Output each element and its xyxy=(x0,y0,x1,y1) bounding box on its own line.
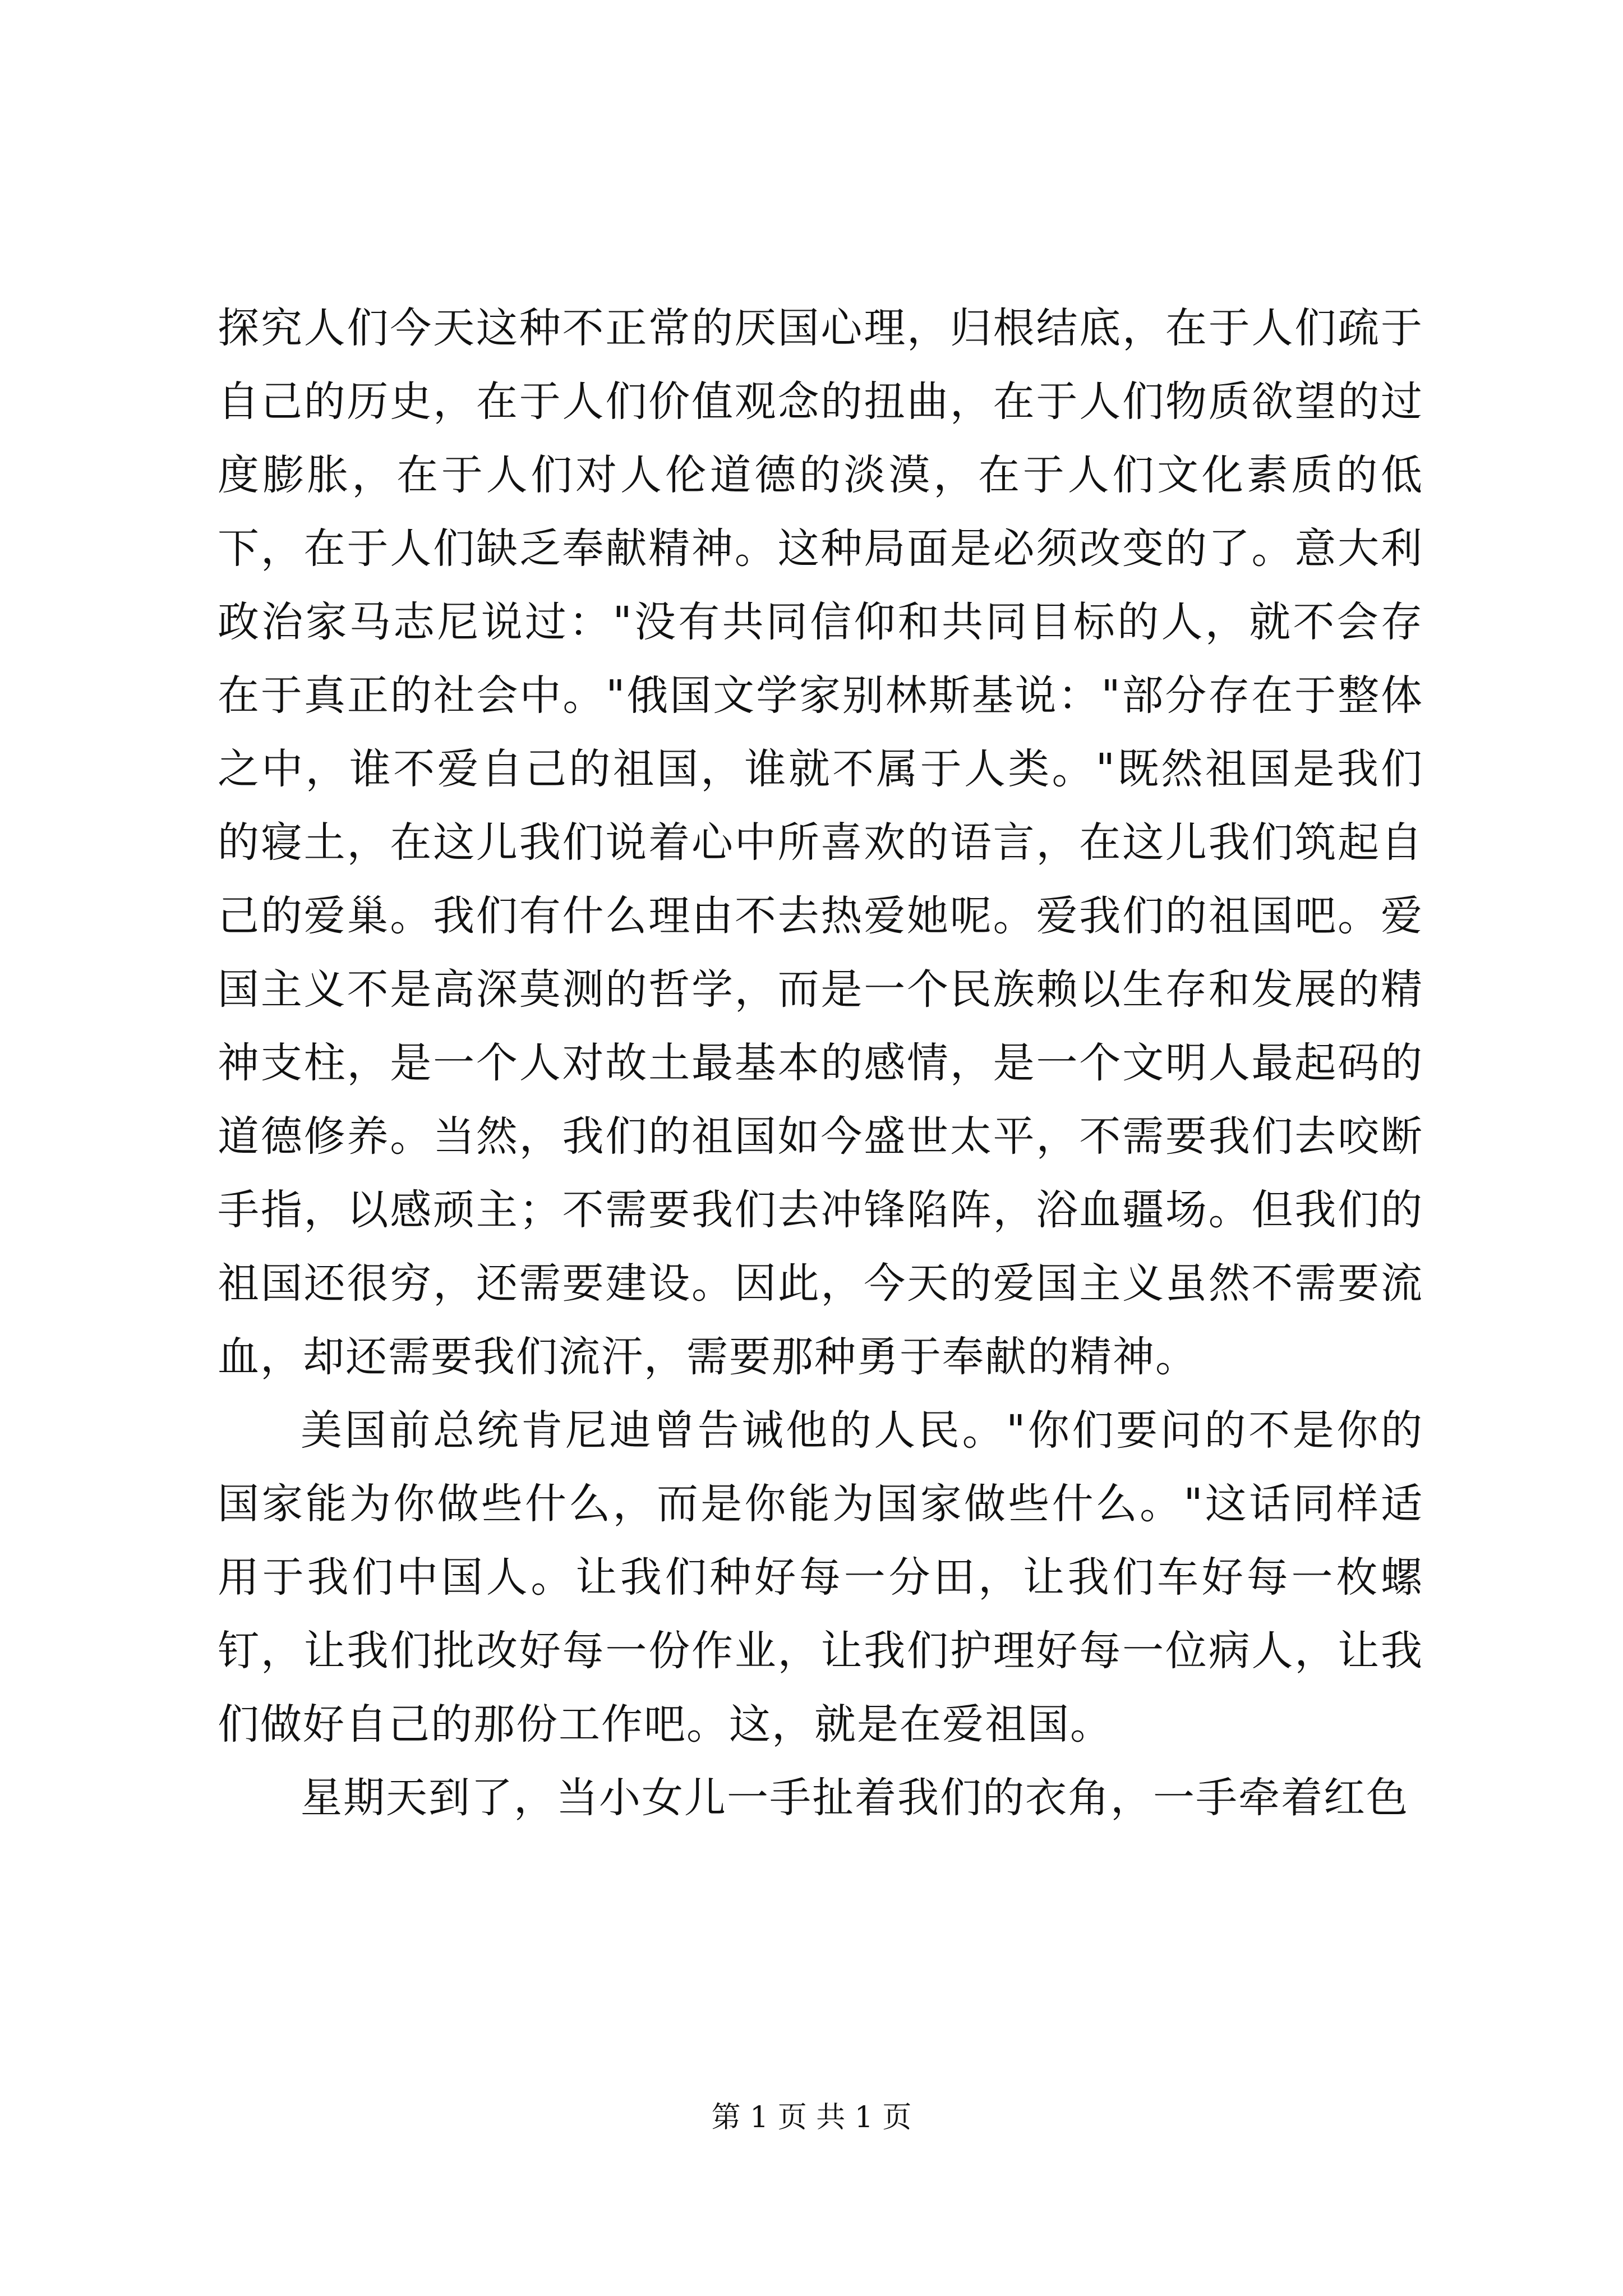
paragraph-1: 探究人们今天这种不正常的厌国心理，归根结底，在于人们疏于自己的历史，在于人们价值观念的扭曲，在于人们物质欲望的过度膨胀，在于人们对人伦道德的淡漠，在于人们文化素质的低下，在于人们缺乏奉献精神。这种局面是必须改变的了。意大利政治家马志尼说过："没有共同信仰和共同目标的人，就不会存在于真正的社会中。"俄国文学家别林斯基说："部分存在于整体之中，谁不爱自己的祖国，谁就不属于人类。"既然祖国是我们的寝土，在这儿我们说着心中所喜欢的语言，在这儿我们筑起自己的爱巢。我们有什么理由不去热爱她呢。爱我们的祖国吧。爱国主义不是高深莫测的哲学，而是一个民族赖以生存和发展的精神支柱，是一个人对故土最基本的感情，是一个文明人最起码的道德修养。当然，我们的祖国如今盛世太平，不需要我们去咬断手指，以感顽主；不需要我们去冲锋陷阵，浴血疆场。但我们的祖国还很穷，还需要建设。因此，今天的爱国主义虽然不需要流血，却还需要我们流汗，需要那种勇于奉献的精神。 xyxy=(218,304,1423,1381)
page-footer: 第 1 页 共 1 页 xyxy=(711,2101,912,2134)
paragraph-3: 星期天到了，当小女儿一手扯着我们的衣角，一手牵着红色 xyxy=(301,1774,1409,1822)
document-body xyxy=(218,292,1423,1835)
paragraph-2: 美国前总统肯尼迪曾告诫他的人民。"你们要问的不是你的国家能为你做些什么，而是你能为国家做些什么。"这话同样适用于我们中国人。让我们种好每一分田，让我们车好每一枚螺钉，让我们批改好每一份作业，让我们护理好每一位病人，让我们做好自己的那份工作吧。这，就是在爱祖国。 xyxy=(218,1406,1423,1749)
